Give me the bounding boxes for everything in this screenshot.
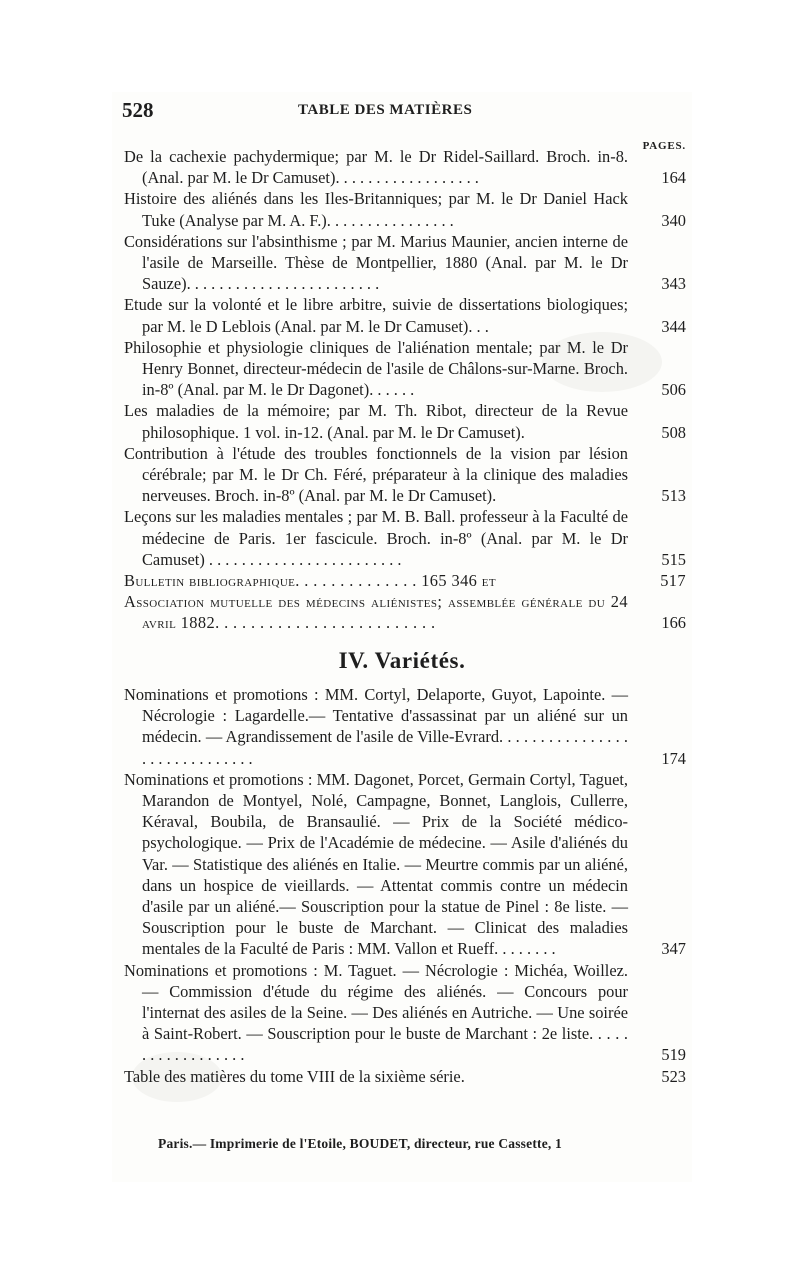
entry-text: Table des matières du tome VIII de la sixième série.	[124, 1066, 465, 1086]
entry-text: Considérations sur l'absinthisme ; par M. Marius Maunier, ancien interne de l'asile de Marseille. Thèse de Montpellier, 1880 (Anal. par M. le Dr Sauze). . . . . . . . . . . . . . . . . . . . . . . .	[124, 231, 628, 294]
entry-text: Nominations et promotions : MM. Dagonet, Porcet, Germain Cortyl, Taguet, Marandon de Montyel, Nolé, Campagne, Bonnet, Langlois, Cullerre, Kéraval, Boubila, de Bransaulié. — Prix de la Société médico-psychologique. — Prix de l'Académie de médecine. — Asile d'aliénés du Var. — Statistique des aliénés en Italie. — Meurtre commis par un aliéné, dans un hospice de vieillards. — Attentat commis contre un médecin d'asile par un aliéné.— Souscription pour la statue de Pinel : 8e liste. — Souscription pour le buste de Marchant. — Clinicat des maladies mentales de la Faculté de Paris : MM. Vallon et Rueff. . . . . . . .	[124, 769, 628, 959]
entry-text: Les maladies de la mémoire; par M. Th. Ribot, directeur de la Revue philosophique. 1 vol. in-12. (Anal. par M. le Dr Camuset).	[124, 401, 628, 442]
entry-text: De la cachexie pachydermique; par M. le Dr Ridel-Saillard. Broch. in-8. (Anal. par M. le Dr Camuset). . . . . . . . . . . . . . . . . .	[124, 147, 628, 188]
entry-page: 340	[661, 210, 686, 230]
entry-text: Philosophie et physiologie cliniques de l'aliénation mentale; par M. le Dr Henry Bonnet, directeur-médecin de l'asile de Châlons-sur-Marne. Broch. in-8º (Anal. par M. le Dr Dagonet). . . . . .	[124, 337, 628, 400]
entry-page: 344	[661, 316, 686, 336]
entry-page: 174	[661, 748, 686, 768]
section-heading: IV. Variétés.	[338, 648, 466, 673]
entry-text: Association mutuelle des médecins aliénistes; assemblée générale du 24 avril 1882. . . . . . . . . . . . . . . . . . . . . . . . .	[124, 592, 628, 633]
toc-entry	[124, 769, 686, 960]
page-header	[122, 98, 686, 152]
entry-page: 347	[661, 939, 686, 959]
varietes-entries	[124, 684, 686, 1087]
toc-entry	[124, 1066, 686, 1087]
entry-page: 517	[660, 571, 686, 591]
toc-entry	[124, 684, 686, 769]
entry-text: Histoire des aliénés dans les Iles-Britanniques; par M. le Dr Daniel Hack Tuke (Analyse par M. A. F.). . . . . . . . . . . . . . . .	[124, 189, 628, 230]
entry-text: Leçons sur les maladies mentales ; par M. B. Ball. professeur à la Faculté de médecine de Paris. 1er fascicule. Broch. in-8º (Anal. par M. le Dr Camuset) . . . . . . . . . . . . . . . . . . . . . . . .	[124, 507, 628, 569]
toc-entry	[124, 231, 686, 295]
entry-text: Nominations et promotions : MM. Cortyl, Delaporte, Guyot, Lapointe. — Nécrologie : Lagardelle.— Tentative d'assassinat par un aliéné sur un médecin. — Agrandissement de l'asile de Ville-Evrard. . . . . . . . . . . . . . . . . . . . . . . . . . . . . .	[124, 685, 628, 768]
toc-entry	[124, 337, 686, 401]
toc-entry	[124, 400, 686, 442]
toc-entry	[124, 146, 686, 188]
entry-text: Nominations et promotions : M. Taguet. — Nécrologie : Michéa, Woillez. — Commission d'étude du régime des aliénés. — Concours pour l'internat des asiles de la Seine. — Des aliénés en Autriche. — Une soirée à Saint-Robert. — Souscription pour le buste de Marchant : 2e liste. . . . . . . . . . . . . . . . . .	[124, 960, 628, 1065]
book-page	[112, 92, 692, 1182]
entry-page: 523	[661, 1066, 686, 1086]
entry-page: 508	[661, 422, 686, 442]
entry-page: 515	[661, 549, 686, 569]
entry-page: 506	[661, 380, 686, 400]
entry-page: 513	[661, 486, 686, 506]
page-number: 528	[122, 98, 154, 122]
toc-entry	[124, 443, 686, 507]
toc-entry-bulletin	[124, 570, 686, 591]
entry-page: 343	[661, 274, 686, 294]
toc-entry	[124, 294, 686, 336]
entry-page: 519	[661, 1045, 686, 1065]
entry-page: 166	[661, 613, 686, 633]
entry-page: 164	[661, 168, 686, 188]
pages-column-label: PAGES.	[642, 140, 686, 152]
printer-footer: Paris.— Imprimerie de l'Etoile, BOUDET, directeur, rue Cassette, 1	[158, 1136, 563, 1151]
toc-entry-association	[124, 591, 686, 633]
toc-entry	[124, 506, 686, 570]
analyses-entries	[124, 146, 686, 634]
entry-text: Bulletin bibliographique. . . . . . . . . . . . . . 165 346 et	[124, 571, 497, 591]
running-title: TABLE DES MATIÈRES	[298, 102, 473, 118]
entry-text: Etude sur la volonté et le libre arbitre, suivie de dissertations biologiques; par M. le D Leblois (Anal. par M. le Dr Camuset). . .	[124, 295, 628, 336]
toc-entry	[124, 188, 686, 230]
toc-entry	[124, 960, 686, 1066]
entry-text: Contribution à l'étude des troubles fonctionnels de la vision par lésion cérébrale; par M. le Dr Ch. Féré, préparateur à la clinique des maladies nerveuses. Broch. in-8º (Anal. par M. le Dr Camuset).	[124, 443, 628, 506]
